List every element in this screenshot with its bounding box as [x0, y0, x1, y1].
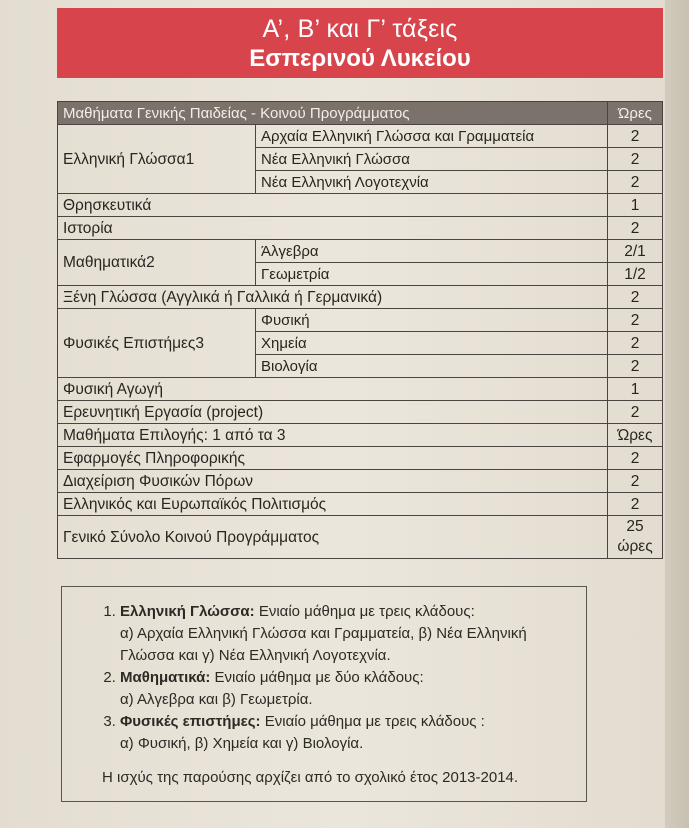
hours-cell: 2	[608, 286, 663, 309]
table-row	[58, 447, 663, 470]
hours-cell: 2	[608, 470, 663, 493]
title-line-2: Εσπερινού Λυκείου	[249, 45, 471, 72]
footnote-text: Ενιαίο μάθημα με τρεις κλάδους:	[254, 603, 475, 620]
hours-cell: 2	[608, 148, 663, 171]
elective-subject: Διαχείριση Φυσικών Πόρων	[58, 470, 608, 493]
total-row	[58, 516, 663, 559]
subsubject-label: Αρχαία Ελληνική Γλώσσα και Γραμματεία	[256, 125, 608, 148]
effective-date-note: Η ισχύς της παρούσης αρχίζει από το σχολικό έτος 2013-2014.	[102, 769, 519, 786]
elective-subject: Εφαρμογές Πληροφορικής	[58, 447, 608, 470]
footnotes-box	[61, 586, 587, 802]
hours-cell: 1/2	[608, 263, 663, 286]
elective-hours-header: Ώρες	[608, 424, 663, 447]
table-row	[58, 194, 663, 217]
elective-header-row	[58, 424, 663, 447]
table-row	[58, 309, 663, 332]
footnote-text: α) Αρχαία Ελληνική Γλώσσα και Γραμματεία, β) Νέα Ελληνική	[120, 625, 527, 642]
footnote-text: Ενιαίο μάθημα με τρεις κλάδους :	[260, 713, 485, 730]
table-row	[58, 470, 663, 493]
subsubject-label: Άλγεβρα	[256, 240, 608, 263]
footnote-text: Ενιαίο μάθημα με δύο κλάδους:	[210, 669, 424, 686]
subject-history: Ιστορία	[58, 217, 608, 240]
general-header: Μαθήματα Γενικής Παιδείας - Κοινού Προγράμματος	[58, 102, 608, 125]
adjacent-page-edge	[665, 0, 689, 828]
subsubject-label: Νέα Ελληνική Λογοτεχνία	[256, 171, 608, 194]
elective-subject: Ελληνικός και Ευρωπαϊκός Πολιτισμός	[58, 493, 608, 516]
subsubject-label: Φυσική	[256, 309, 608, 332]
subject-pe: Φυσική Αγωγή	[58, 378, 608, 401]
footnote-text: Γλώσσα και γ) Νέα Ελληνική Λογοτεχνία.	[120, 647, 391, 664]
hours-cell: 2	[608, 332, 663, 355]
total-label: Γενικό Σύνολο Κοινού Προγράμματος	[58, 516, 608, 559]
table-row	[58, 493, 663, 516]
table-row	[58, 125, 663, 148]
hours-cell: 2	[608, 401, 663, 424]
subsubject-label: Χημεία	[256, 332, 608, 355]
hours-cell: 2	[608, 355, 663, 378]
hours-header: Ώρες	[608, 102, 663, 125]
table-header-row	[58, 102, 663, 125]
hours-cell: 2	[608, 217, 663, 240]
footnote-title: Ελληνική Γλώσσα:	[120, 603, 255, 620]
footnote-item	[120, 667, 586, 711]
subsubject-label: Βιολογία	[256, 355, 608, 378]
table-row	[58, 286, 663, 309]
subject-project: Ερευνητική Εργασία (project)	[58, 401, 608, 424]
footnote-title: Φυσικές επιστήμες:	[120, 713, 261, 730]
total-hours	[608, 516, 663, 559]
hours-cell: 2	[608, 493, 663, 516]
subsubject-label: Νέα Ελληνική Γλώσσα	[256, 148, 608, 171]
hours-cell: 1	[608, 194, 663, 217]
subject-math: Μαθηματικά2	[58, 240, 256, 286]
hours-cell: 2	[608, 125, 663, 148]
footnote-title: Μαθηματικά:	[120, 669, 211, 686]
footnote-item	[120, 601, 586, 667]
subject-foreign-language: Ξένη Γλώσσα (Αγγλικά ή Γαλλικά ή Γερμανικά)	[58, 286, 608, 309]
subsubject-label: Γεωμετρία	[256, 263, 608, 286]
total-hours-unit: ώρες	[617, 538, 653, 555]
hours-cell: 1	[608, 378, 663, 401]
total-hours-number: 25	[626, 518, 644, 535]
hours-cell: 2/1	[608, 240, 663, 263]
footnote-text: α) Φυσική, β) Χημεία και γ) Βιολογία.	[120, 735, 364, 752]
table-row	[58, 217, 663, 240]
subject-religion: Θρησκευτικά	[58, 194, 608, 217]
footnote-item	[120, 711, 586, 755]
subject-science: Φυσικές Επιστήμες3	[58, 309, 256, 378]
table-row	[58, 378, 663, 401]
table-row	[58, 240, 663, 263]
hours-cell: 2	[608, 171, 663, 194]
hours-cell: 2	[608, 447, 663, 470]
title-banner	[57, 8, 663, 78]
elective-header: Μαθήματα Επιλογής: 1 από τα 3	[58, 424, 608, 447]
curriculum-table	[57, 101, 663, 559]
subject-greek: Ελληνική Γλώσσα1	[58, 125, 256, 194]
title-line-1: Α’, Β’ και Γ’ τάξεις	[262, 15, 458, 43]
footnote-text: α) Αλγεβρα και β) Γεωμετρία.	[120, 691, 313, 708]
table-row	[58, 401, 663, 424]
hours-cell: 2	[608, 309, 663, 332]
